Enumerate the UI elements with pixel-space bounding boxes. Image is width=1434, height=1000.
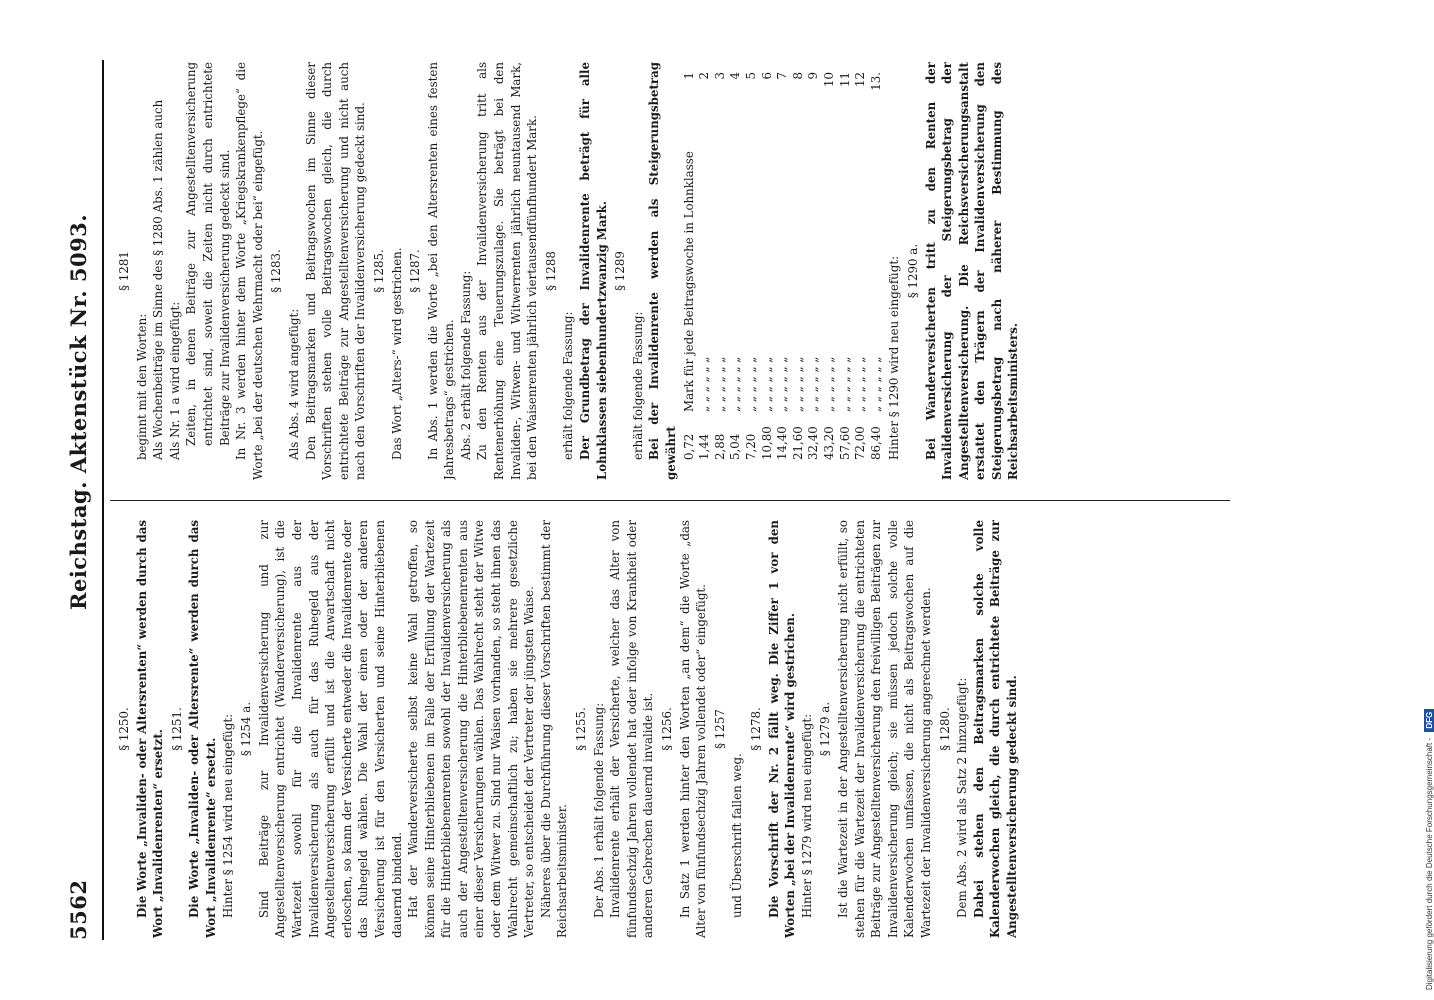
steigerung-text: „ „ „ „ „ „ xyxy=(759,356,774,412)
steigerung-row xyxy=(853,72,869,460)
steigerung-table-body xyxy=(682,72,885,460)
steigerung-text: „ „ „ „ „ „ xyxy=(837,356,852,412)
section-heading-1281: § 1281 xyxy=(117,251,131,291)
digitization-stamp xyxy=(1423,10,1434,990)
steigerung-text: Mark für jede Beitragswoche in Lohnklasse xyxy=(681,151,696,412)
section-heading-1278: § 1278. xyxy=(748,707,763,751)
page-header xyxy=(60,60,104,940)
paragraph-1254a-1: Sind Beiträge zur Invalidenversicherung und zur Angestelltenversicherung entrichtet (Wanderversicherung), ist die Wartezeit sowohl für die Invalidenrente aus der Invalidenversicherung als auch für das Ruhegeld aus der Angestelltenversicherung erfüllt und ist die Anwartschaft nicht erloschen, so kann der Versicherte entweder die Invalidenrente oder das Ruhegeld wählen. Die Wahl der einen oder der anderen Versicherung ist für den Versicherten und seine Hinterbliebenen dauernd bindend. xyxy=(256,520,404,938)
steigerung-text: „ „ „ „ „ „ xyxy=(853,356,868,412)
paragraph-1288-text: Der Grundbetrag der Invalidenrente beträgt für alle Lohnklassen siebenhundertzwanzig Mark. xyxy=(578,62,609,480)
steigerung-row xyxy=(806,72,822,460)
paragraph-1289-text: Bei der Invalidenrente werden als Steigerungsbetrag gewährt xyxy=(647,62,678,480)
steigerung-table xyxy=(682,72,885,460)
steigerung-text: „ „ „ „ „ „ xyxy=(821,356,836,412)
steigerung-value: 14,40 xyxy=(775,426,790,460)
paragraph-1279a: Ist die Wartezeit in der Angestelltenversicherung nicht erfüllt, so stehen für die Wartezeit der Invalidenversicherung die entrichteten Beiträge zur Angestelltenversicherung den freiwilligen Beiträgen zur Invalidenversicherung gleich; sie müssen jedoch solche volle Kalenderwochen umfassen, die nicht als Beitragswochen auf die Wartezeit der Invalidenversicherung angerechnet werden. xyxy=(835,520,933,938)
paragraph-1250: Die Worte „Invaliden- oder Altersrenten“ werden durch das Wort „Invalidenrenten“ ersetzt. xyxy=(134,520,166,938)
paragraph-1281-intro: beginnt mit den Worten: xyxy=(134,313,149,460)
steigerung-value: 32,40 xyxy=(806,426,821,460)
digitization-stamp-text-block xyxy=(1423,10,1434,990)
paragraph-1254a-2: Hat der Wanderversicherte selbst keine Wahl getroffen, so können seine Hinterbliebenen im Falle der Erfüllung der Wartezeit für die Hinterbliebenenrenten sowohl der Invalidenversicherung als auch der Angestelltenversicherung die Hinterbliebenenrenten aus einer dieser Versicherungen wählen. Das Wahlrecht steht der Witwe oder dem Witwer zu. Sind nur Waisen vorhanden, so steht ihnen das Wahlrecht gemeinschaftlich zu; haben sie mehrere gesetzliche Vertreter, so entscheidet der Vertreter der jüngsten Waise. xyxy=(406,520,537,938)
section-heading-1288: § 1288 xyxy=(543,251,558,291)
right-column xyxy=(114,62,1224,480)
steigerung-text: „ „ „ „ „ „ xyxy=(743,356,758,412)
steigerung-row xyxy=(697,72,713,460)
section-heading-1280: § 1280. xyxy=(937,707,952,751)
steigerung-text: „ „ „ „ „ „ xyxy=(775,356,790,412)
steigerung-lohnklasse: 1 xyxy=(681,72,696,80)
steigerung-value: 10,80 xyxy=(759,426,774,460)
section-heading-1257: § 1257 xyxy=(712,709,727,749)
steigerung-value: 7,20 xyxy=(743,433,758,460)
paragraph-1255-intro: Der Abs. 1 erhält folgende Fassung: xyxy=(591,702,606,918)
steigerung-lohnklasse: 2 xyxy=(697,72,712,80)
steigerung-text: „ „ „ „ „ „ xyxy=(868,356,883,412)
steigerung-row xyxy=(775,72,791,460)
paragraph-1279-intro: Hinter § 1279 wird neu eingefügt: xyxy=(799,713,814,918)
paragraph-1254a-3: Näheres über die Durchführung dieser Vorschriften bestimmt der Reichsarbeitsminister. xyxy=(538,520,570,938)
steigerung-row xyxy=(760,72,776,460)
steigerung-value: 1,44 xyxy=(697,433,712,460)
section-heading-1279a: § 1279 a. xyxy=(818,701,833,757)
steigerung-row xyxy=(791,72,807,460)
paragraph-1255-text: Invalidenrente erhält der Versicherte, welcher das Alter von fünfundsechzig Jahren vollendet hat oder infolge von Krankheit oder anderen Gebrechen dauernd invalide ist. xyxy=(608,520,656,938)
paragraph-1280-text: Dabei stehen den Beitragsmarken solche volle Kalenderwochen gleich, die durch entrichtete Beiträge zur Angestelltenversicherung gedeckt sind. xyxy=(971,520,1019,938)
section-heading-1254a: § 1254 a. xyxy=(239,701,254,757)
page-number: 5562 xyxy=(66,879,91,940)
steigerung-lohnklasse: 13. xyxy=(868,72,883,91)
section-heading-1255: § 1255. xyxy=(574,707,589,751)
paragraph-1278: Die Vorschrift der Nr. 2 fällt weg. Die Ziffer 1 vor den Worten „bei der Invalidenrente“ wird gestrichen. xyxy=(766,520,798,938)
steigerung-value: 86,40 xyxy=(868,426,883,460)
steigerung-lohnklasse: 12 xyxy=(853,72,868,88)
paragraph-1281-nr3: In Nr. 3 werden hinter dem Worte „Kriegskrankenpflege“ die Worte „bei der deutschen Wehrmacht oder bei“ eingefügt. xyxy=(234,62,265,480)
steigerung-row xyxy=(682,72,698,460)
steigerung-lohnklasse: 8 xyxy=(790,72,805,80)
steigerung-row xyxy=(713,72,729,460)
section-heading-1250: § 1250. xyxy=(117,707,131,751)
paragraph-1290a: Bei Wanderversicherten tritt zu den Renten der Invalidenversicherung der Steigerungsbetrag der Angestelltenversicherung. Die Reichsversicherungsanstalt erstattet den Trägern der Invalidenversicherung den Steigerungsbetrag nach näherer Bestimmung des Reichsarbeitsministers. xyxy=(923,62,1021,480)
page-title: Reichstag. Aktenstück Nr. 5093. xyxy=(66,213,91,610)
paragraph-1281-text: Als Wochenbeiträge im Sinne des § 1280 Abs. 1 zählen auch xyxy=(151,99,166,460)
steigerung-lohnklasse: 5 xyxy=(743,72,758,80)
steigerung-lohnklasse: 7 xyxy=(775,72,790,80)
paragraph-1251: Die Worte „Invaliden- oder Altersrente“ werden durch das Wort „Invalidenrente“ ersetzt. xyxy=(187,520,218,938)
steigerung-lohnklasse: 10 xyxy=(821,72,836,88)
paragraph-1289-intro: erhält folgende Fassung: xyxy=(630,311,645,460)
steigerung-text: „ „ „ „ „ „ xyxy=(728,356,743,412)
paragraph-1288-intro: erhält folgende Fassung: xyxy=(561,311,576,460)
steigerung-lohnklasse: 6 xyxy=(759,72,774,80)
paragraph-1285: Das Wort „Alters-“ wird gestrichen. xyxy=(389,247,404,460)
steigerung-value: 0,72 xyxy=(681,433,696,460)
section-heading-1256: § 1256. xyxy=(660,707,674,751)
paragraph-1287-2: Abs. 2 erhält folgende Fassung: xyxy=(458,270,473,460)
steigerung-lohnklasse: 4 xyxy=(728,72,743,80)
paragraph-1290-intro: Hinter § 1290 wird neu eingefügt: xyxy=(887,255,902,460)
steigerung-lohnklasse: 9 xyxy=(806,72,821,80)
paragraph-1280-intro: Dem Abs. 2 wird als Satz 2 hinzugefügt: xyxy=(955,677,970,918)
section-heading-1290a: § 1290 a. xyxy=(905,243,920,299)
section-heading-1251: § 1251. xyxy=(169,707,184,751)
steigerung-row xyxy=(744,72,760,460)
steigerung-value: 57,60 xyxy=(837,426,852,460)
steigerung-lohnklasse: 11 xyxy=(837,72,852,88)
section-heading-1287: § 1287. xyxy=(408,249,423,293)
steigerung-value: 72,00 xyxy=(853,426,868,460)
paragraph-1257: und Überschrift fallen weg. xyxy=(730,753,745,918)
paragraph-1281-nr1a: Als Nr. 1 a wird eingefügt: xyxy=(167,301,182,460)
steigerung-lohnklasse: 3 xyxy=(712,72,727,80)
section-heading-1283: § 1283. xyxy=(269,249,284,293)
paragraph-1283-text: Den Beitragsmarken und Beitragswochen im Sinne dieser Vorschriften stehen volle Beitragswochen gleich, die durch entrichtete Beiträge zur Angestelltenversicherung und nicht auch nach den Vorschriften der Invalidenversicherung gedeckt sind. xyxy=(303,62,368,480)
steigerung-row xyxy=(869,72,885,460)
paragraph-1287-3: Zu den Renten aus der Invalidenversicherung tritt als Rentenerhöhung eine Teuerungszulage. Sie beträgt bei den Invaliden-, Witwen- und Witwerrenten jährlich neuntausend Mark, bei den Waisenrenten jährlich viertausendfünfhundert Mark. xyxy=(475,62,540,480)
paragraph-1254-intro: Hinter § 1254 wird neu eingefügt: xyxy=(220,713,235,918)
steigerung-text: „ „ „ „ „ „ xyxy=(790,356,805,412)
steigerung-row xyxy=(728,72,744,460)
steigerung-value: 2,88 xyxy=(712,433,727,460)
column-divider xyxy=(110,500,1230,501)
section-heading-1289: § 1289 xyxy=(613,251,628,291)
steigerung-text: „ „ „ „ „ „ xyxy=(697,356,712,412)
steigerung-value: 21,60 xyxy=(790,426,805,460)
section-heading-1285: § 1285. xyxy=(371,249,386,293)
steigerung-value: 43,20 xyxy=(821,426,836,460)
steigerung-text: „ „ „ „ „ „ xyxy=(806,356,821,412)
paragraph-1287-1: In Abs. 1 werden die Worte „bei den Altersrenten eines festen Jahresbetrags“ gestrichen. xyxy=(425,62,457,480)
paragraph-1256: In Satz 1 werden hinter den Worten „an dem“ die Worte „das Alter von fünfundsechzig Jahren vollendet oder“ eingefügt. xyxy=(677,520,709,938)
paragraph-1281-nr1a-text: Zeiten, in denen Beiträge zur Angestelltenversicherung entrichtet sind, soweit die Zeiten nicht durch entrichtete Beiträge zur Invalidenversicherung gedeckt sind. xyxy=(184,62,232,446)
steigerung-row xyxy=(822,72,838,460)
paragraph-1283-intro: Als Abs. 4 wird angefügt: xyxy=(286,308,301,460)
left-column xyxy=(114,520,1224,938)
steigerung-value: 5,04 xyxy=(728,433,743,460)
steigerung-row xyxy=(838,72,854,460)
dfg-logo: DFG xyxy=(1424,709,1434,732)
steigerung-text: „ „ „ „ „ „ xyxy=(712,356,727,412)
digitization-stamp-text: Digitalisierung gefördert durch die Deutsche Forschungsgemeinschaft - xyxy=(1425,737,1434,990)
